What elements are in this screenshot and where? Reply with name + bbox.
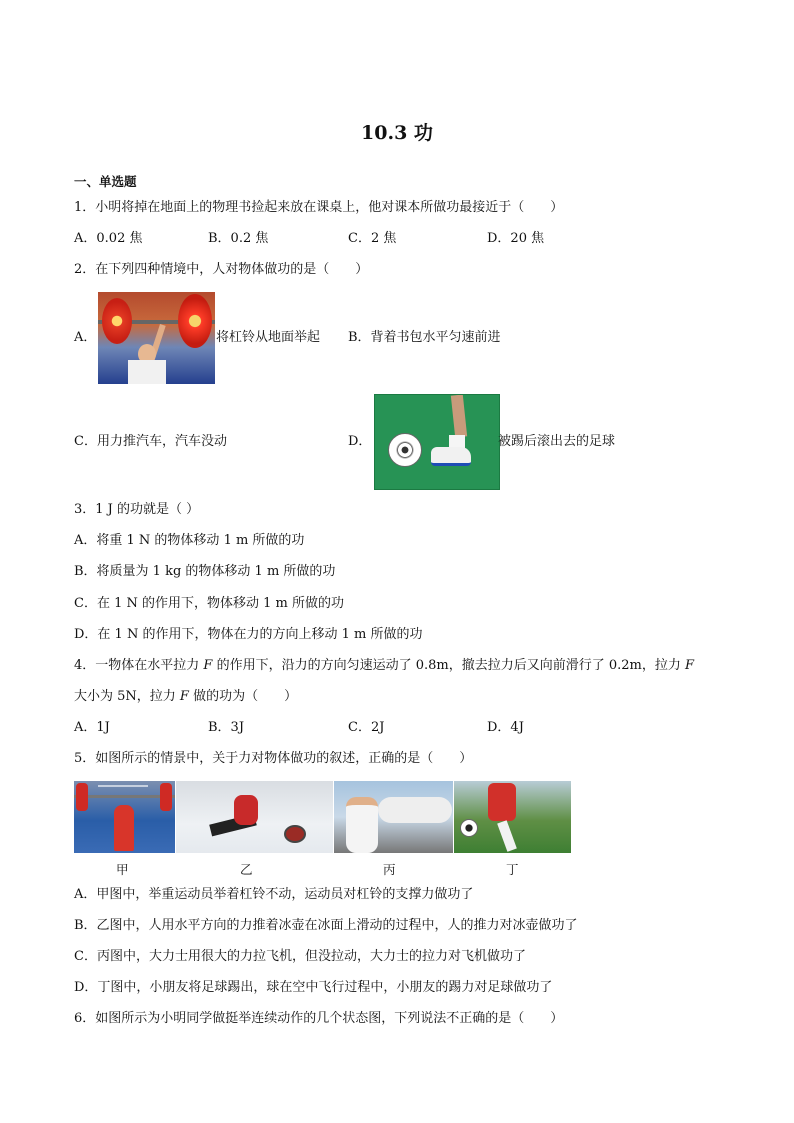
q3-option-b: B．将质量为 1 kg 的物体移动 1 m 所做的功 [74,564,336,579]
q4-option-c: C．2J [348,720,385,735]
q2-option-d-text: 被踢后滚出去的足球 [498,434,616,449]
q5-option-a: A．甲图中，举重运动员举着杠铃不动，运动员对杠铃的支撑力做功了 [74,887,474,902]
caption-ding: 丁 [506,862,519,877]
weightlifter-photo [74,781,175,853]
q2-option-a-text: 将杠铃从地面举起 [216,330,321,345]
q3-option-d: D．在 1 N 的作用下，物体在力的方向上移动 1 m 所做的功 [74,627,423,642]
caption-jia: 甲 [116,862,129,877]
q1-option-c: C．2 焦 [348,231,397,246]
q4-text-part: 大小为 5N，拉力 [74,689,180,704]
q4-text-part: 做的功为（ ） [188,689,298,704]
question-3-stem: 3．1 J 的功就是（ ） [74,502,200,517]
force-symbol: F [179,689,189,704]
q2-option-b: B．背着书包水平匀速前进 [348,330,501,345]
question-5-stem: 5．如图所示的情景中，关于力对物体做功的叙述，正确的是（ ） [74,751,473,766]
question-6-stem: 6．如图所示为小明同学做挺举连续动作的几个状态图，下列说法不正确的是（ ） [74,1011,564,1026]
page-title: 10.3 功 [361,122,433,144]
q2-option-c: C．用力推汽车，汽车没动 [74,434,227,449]
q1-option-b: B．0.2 焦 [208,231,269,246]
q4-option-a: A．1J [74,720,110,735]
plane-pull-photo [334,781,453,853]
q4-text-part: 4．一物体在水平拉力 [74,658,204,673]
force-symbol: F [684,658,695,673]
q5-option-b: B．乙图中，人用水平方向的力推着冰壶在冰面上滑动的过程中，人的推力对冰壶做功了 [74,918,578,933]
q1-option-d: D．20 焦 [487,231,545,246]
section-heading: 一、单选题 [74,174,137,189]
force-symbol: F [203,658,213,673]
q3-option-c: C．在 1 N 的作用下，物体移动 1 m 所做的功 [74,596,344,611]
q1-option-a: A．0.02 焦 [74,231,143,246]
question-2-stem: 2．在下列四种情境中，人对物体做功的是（ ） [74,262,369,277]
q4-option-d: D．4J [487,720,524,735]
question-1-stem: 1．小明将掉在地面上的物理书捡起来放在课桌上，他对课本所做功最接近于（ ） [74,200,564,215]
q4-option-b: B．3J [208,720,245,735]
football-kick-image [374,394,500,490]
q2-option-a-label: A． [74,330,97,345]
q3-option-a: A．将重 1 N 的物体移动 1 m 所做的功 [74,533,305,548]
question-4-line-1 [74,659,694,672]
weightlifter-image [98,292,215,384]
q2-option-d-label: D． [348,434,372,449]
question-4-line-2 [74,690,297,703]
kid-football-photo [454,781,571,853]
caption-yi: 乙 [240,862,253,877]
q4-text-part: 的作用下，沿力的方向匀速运动了 0.8m，撤去拉力后又向前滑行了 0.2m，拉力 [212,658,685,673]
q5-option-d: D．丁图中，小朋友将足球踢出，球在空中飞行过程中，小朋友的踢力对足球做功了 [74,980,553,995]
curling-photo [176,781,333,853]
caption-bing: 丙 [383,862,396,877]
q5-option-c: C．丙图中，大力士用很大的力拉飞机，但没拉动，大力士的拉力对飞机做功了 [74,949,526,964]
